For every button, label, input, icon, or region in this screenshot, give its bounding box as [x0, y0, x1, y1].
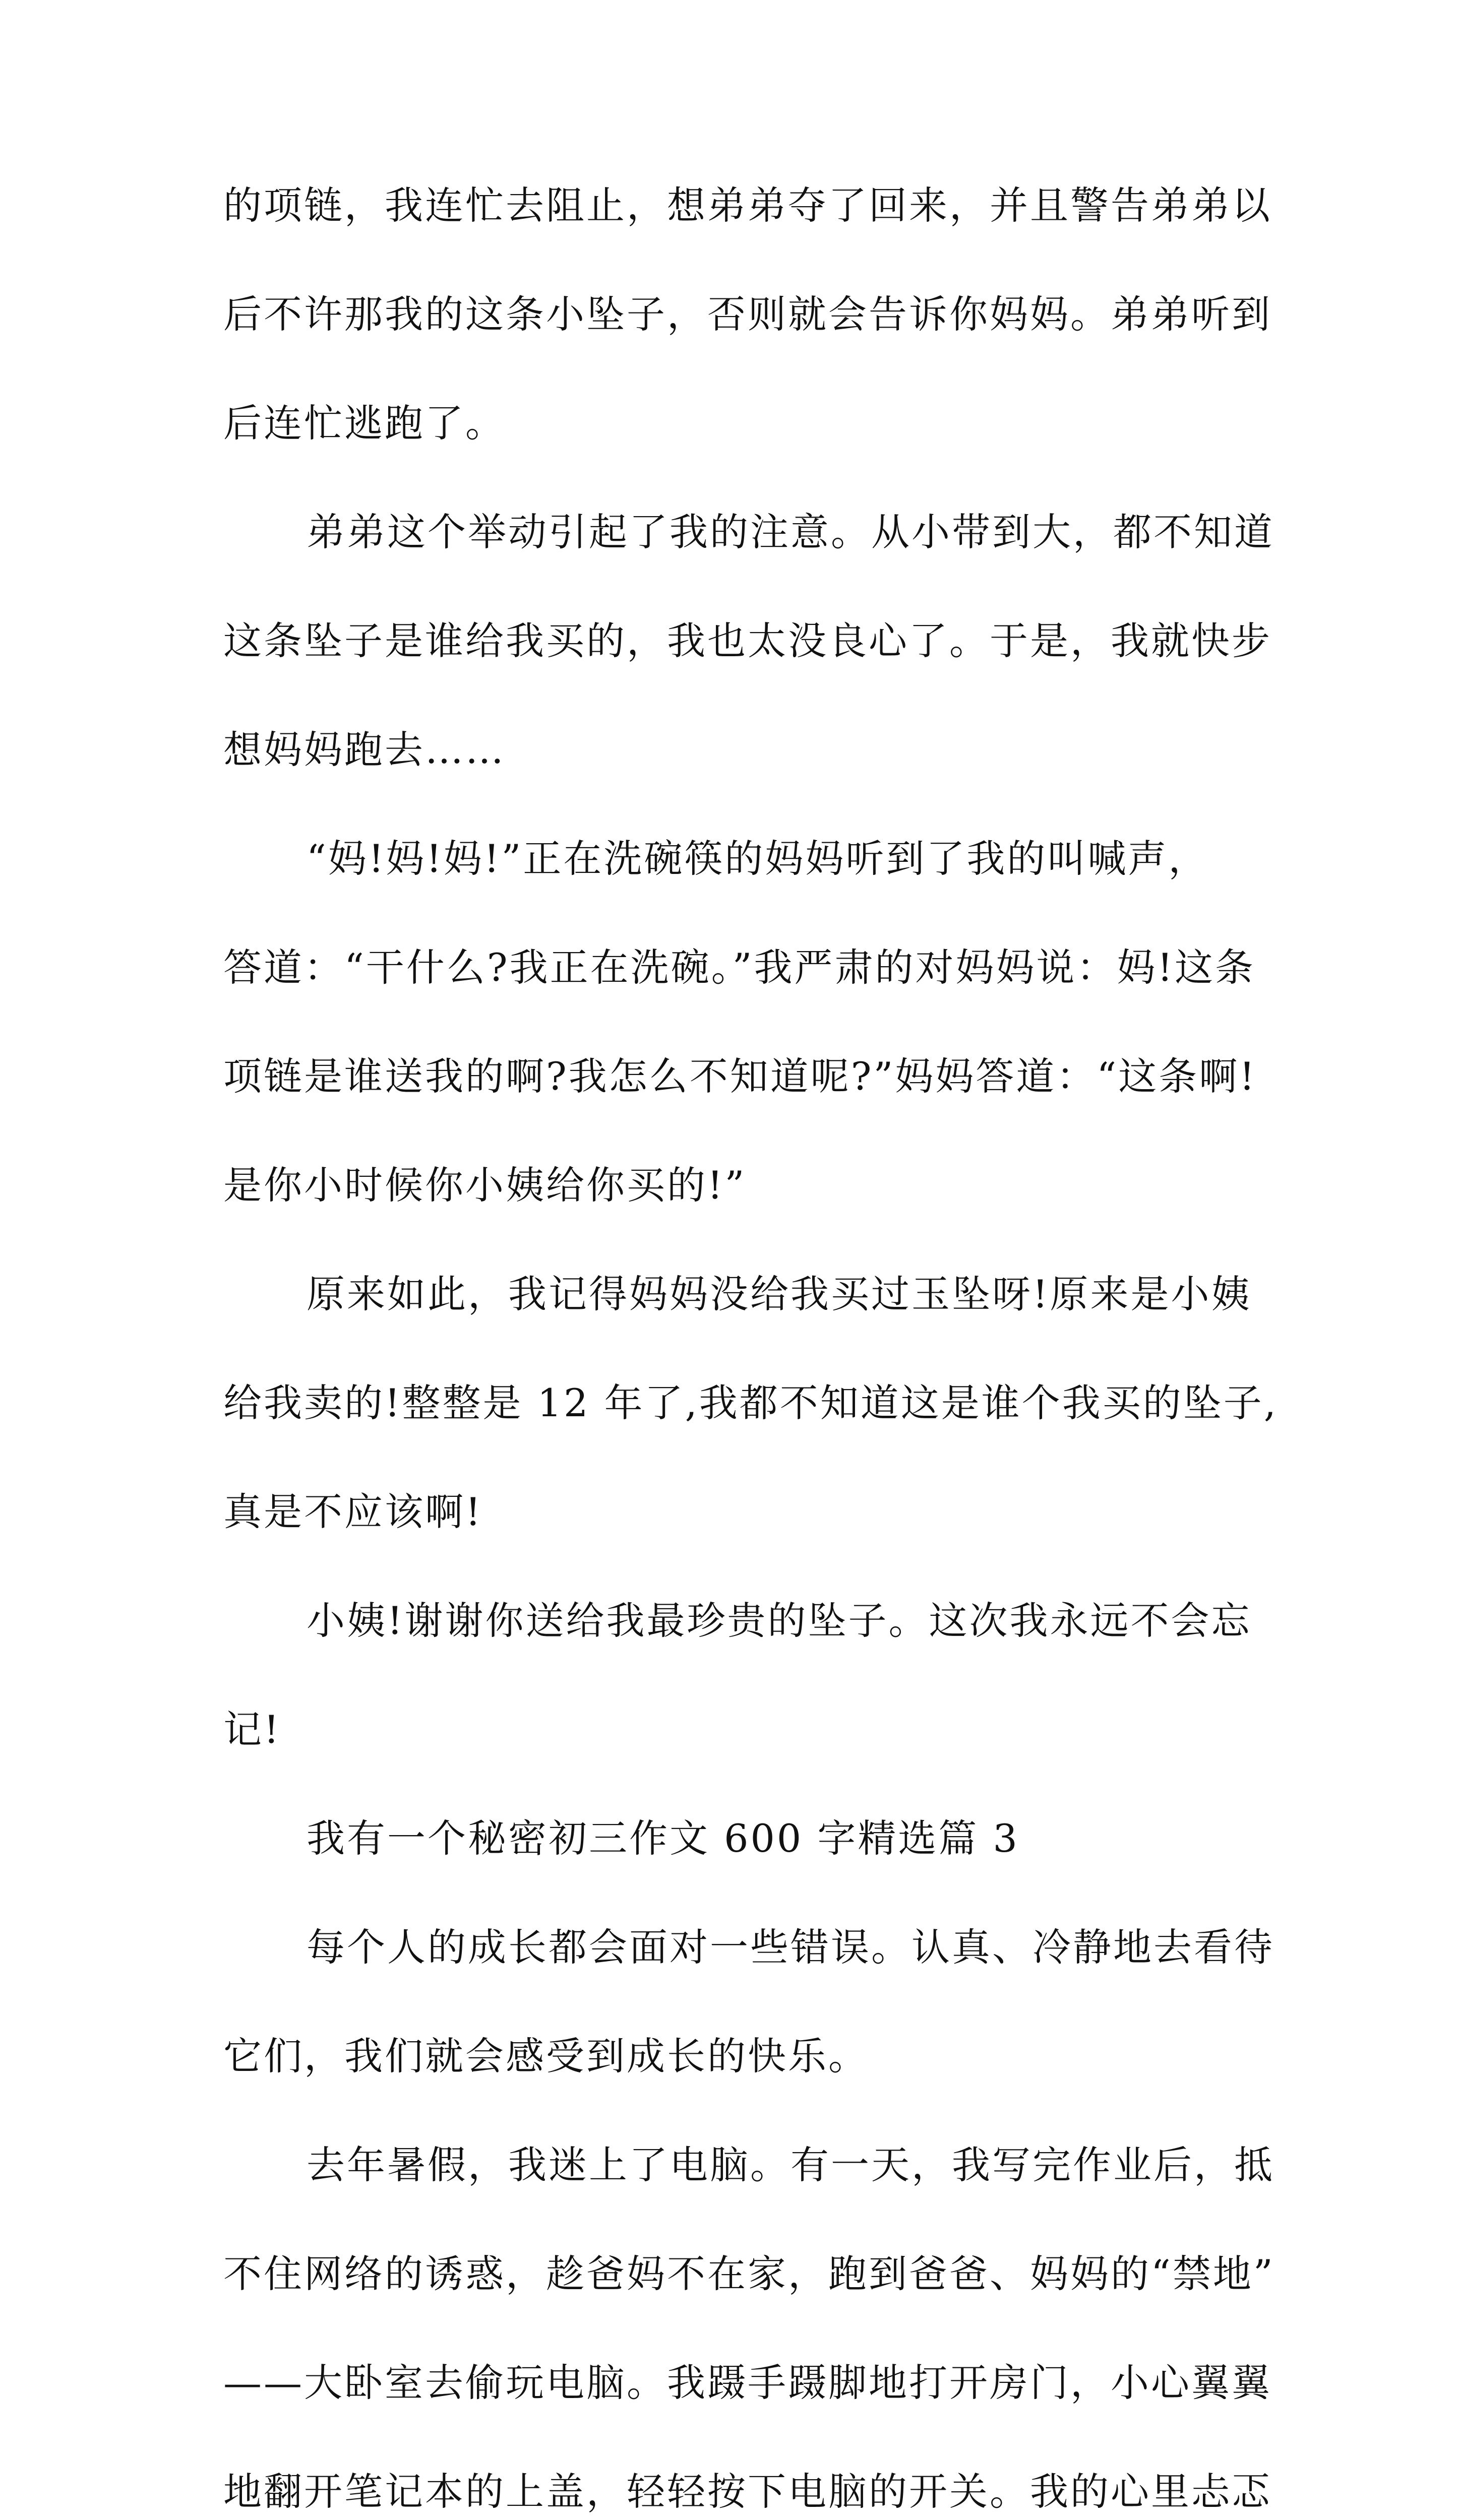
text-line: 项链是谁送我的啊?我怎么不知道呢?”妈妈答道：“这条啊! — [223, 1054, 1257, 1099]
text-line: 想妈妈跑去…… — [223, 727, 506, 772]
text-line: 地翻开笔记本的上盖，轻轻按下电脑的开关。我的心里忐忑 — [223, 2469, 1272, 2514]
text-line: 答道：“干什么?我正在洗碗。”我严肃的对妈妈说：妈!这条 — [223, 945, 1255, 990]
paragraph-start-line: 去年暑假，我迷上了电脑。有一天，我写完作业后，抵 — [307, 2143, 1274, 2187]
text-line: 这条坠子是谁给我买的，我也太没良心了。于是，我就快步 — [223, 618, 1272, 663]
paragraph-start-line: 弟弟这个举动引起了我的注意。从小带到大，都不知道 — [307, 510, 1274, 554]
text-line: 它们，我们就会感受到成长的快乐。 — [223, 2034, 869, 2078]
paragraph-start-line: 每个人的成长都会面对一些错误。认真、冷静地去看待 — [307, 1925, 1274, 1970]
paragraph-start-line: “妈!妈!妈!”正在洗碗筷的妈妈听到了我的叫喊声， — [307, 836, 1209, 881]
text-line: ——大卧室去偷玩电脑。我蹑手蹑脚地打开房门，小心翼翼 — [223, 2360, 1272, 2405]
paragraph-start-line: 小姨!谢谢你送给我最珍贵的坠子。这次我永远不会忘 — [307, 1598, 1252, 1643]
text-line: 后连忙逃跑了。 — [223, 401, 506, 446]
body-text — [223, 151, 1278, 2520]
section-heading: 我有一个秘密初三作文 600 字精选篇 3 — [307, 1816, 1019, 1861]
text-line: 的项链，我连忙去阻止，想弟弟夺了回来，并且警告弟弟以 — [223, 183, 1272, 228]
text-line: 不住网络的诱惑，趁爸妈不在家，跑到爸爸、妈妈的“禁地” — [223, 2251, 1275, 2296]
text-line: 真是不应该啊! — [223, 1489, 483, 1534]
paragraph-start-line: 原来如此，我记得妈妈没给我买过玉坠呀!原来是小姨 — [307, 1272, 1252, 1316]
text-line: 给我卖的!整整是 12 年了,我都不知道这是谁个我买的坠子, — [223, 1380, 1278, 1425]
text-line: 记! — [223, 1707, 281, 1752]
text-line: 后不许那我的这条小坠子，否则就会告诉你妈妈。弟弟听到 — [223, 292, 1272, 337]
text-line: 是你小时候你小姨给你买的!” — [223, 1163, 747, 1208]
